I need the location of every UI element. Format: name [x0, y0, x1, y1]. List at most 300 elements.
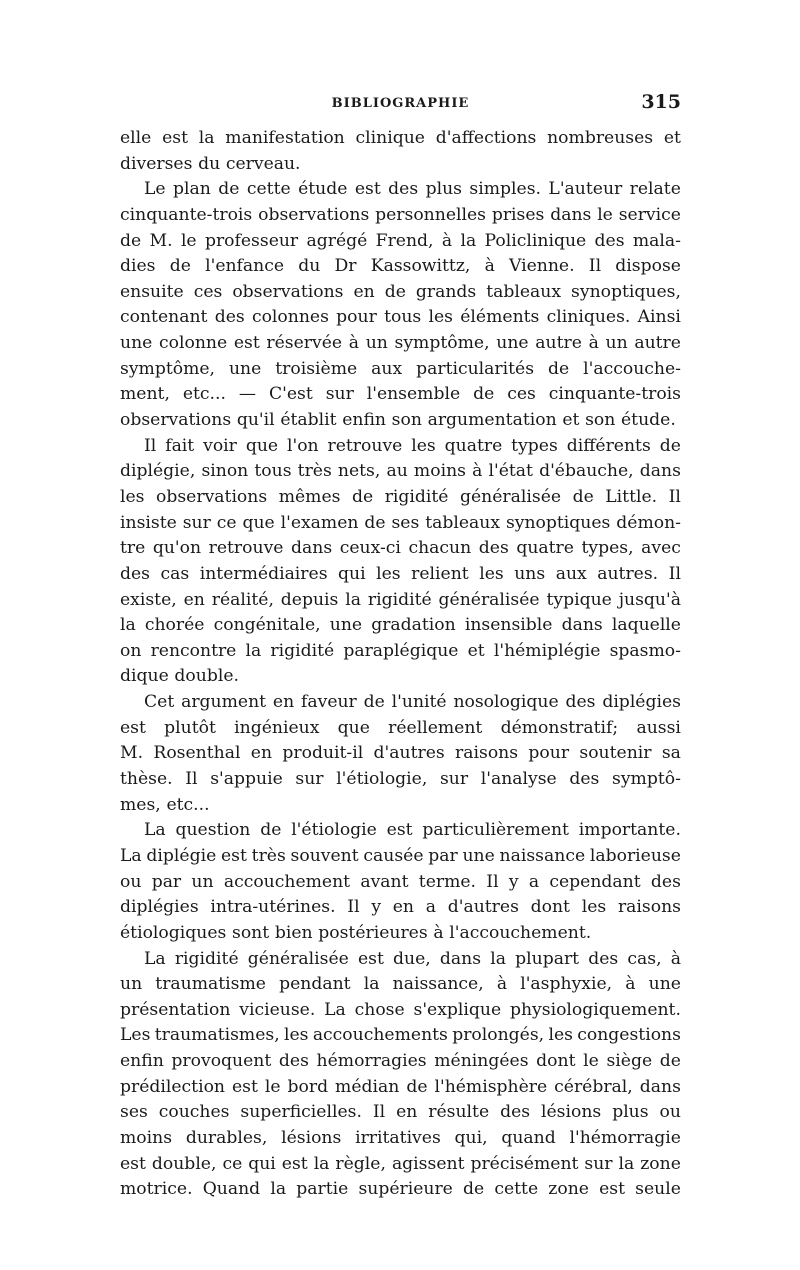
word: du [198, 153, 221, 174]
word: en [272, 692, 295, 713]
word: irritatives [355, 1127, 441, 1148]
word: de [218, 179, 240, 200]
word: aux [371, 358, 403, 379]
word: cette [246, 179, 291, 200]
word: que [242, 512, 275, 533]
word: le [597, 204, 613, 225]
text-line [120, 152, 681, 178]
word: à [670, 948, 681, 969]
word: étiologiques [120, 922, 227, 943]
text-line [120, 793, 681, 819]
word: est [162, 128, 189, 148]
word: la [345, 589, 361, 610]
word: est [221, 845, 247, 866]
word: durables, [185, 1127, 268, 1148]
word: le [264, 1076, 281, 1097]
word: service [618, 204, 681, 225]
word: tous [254, 461, 292, 482]
word: symptô- [612, 769, 681, 790]
word: vicieuse. [239, 999, 316, 1020]
word: des [588, 948, 619, 969]
word: quand [501, 1127, 556, 1148]
word: la [198, 128, 215, 148]
text-line [120, 998, 681, 1024]
word: les [284, 1025, 309, 1046]
word: plus [612, 1102, 649, 1123]
text-line [120, 229, 681, 255]
word: sont [232, 922, 270, 943]
word: l'enfance [205, 256, 285, 277]
word: L'auteur [548, 179, 623, 200]
word: paraplégique [343, 640, 459, 661]
word: cas, [627, 948, 662, 969]
word: faveur [301, 692, 357, 713]
word: est [231, 1076, 258, 1097]
word: qu'il [236, 410, 275, 431]
word: causée [363, 845, 424, 866]
word: symptôme, [394, 333, 490, 354]
word: s'appuie [210, 769, 283, 790]
word: importante. [578, 820, 681, 841]
word: dans [561, 615, 603, 636]
word: intermédiaires [199, 563, 328, 584]
word: mala- [632, 230, 681, 251]
word: insiste [120, 512, 177, 533]
word: l'hémiplégie [493, 640, 601, 661]
text-line [120, 357, 681, 383]
word: l'étiologie, [336, 769, 428, 790]
word: zone [640, 1153, 681, 1174]
word: simples. [469, 179, 541, 200]
word: moins [413, 461, 466, 482]
word: de [364, 512, 386, 533]
word: de [547, 358, 570, 379]
word: une [228, 358, 262, 379]
word: la [120, 615, 136, 636]
word: observations [120, 410, 232, 431]
word: dans [439, 948, 482, 969]
word: dies [120, 256, 156, 277]
word: l'unité [391, 692, 447, 713]
word: une [496, 333, 529, 354]
word: cinquante-trois [120, 204, 253, 225]
word: hémorragies [316, 1051, 427, 1072]
text-line [120, 1177, 681, 1203]
word: siège [606, 1051, 653, 1072]
word: Ainsi [637, 307, 681, 328]
text-line [120, 254, 681, 280]
text-line [120, 947, 681, 973]
word: lésions [281, 1127, 342, 1148]
word: autre [535, 333, 582, 354]
word: colonnes [251, 307, 329, 328]
word: manifestation [225, 128, 345, 148]
page-number: 315 [641, 91, 681, 113]
word: des [478, 538, 509, 559]
word: y [508, 871, 519, 892]
word: l'hémorragie [569, 1127, 681, 1148]
word: diplégies [602, 692, 681, 713]
word: établit [280, 410, 337, 431]
text-line [120, 280, 681, 306]
word: cependant [549, 871, 641, 892]
word: des [278, 1051, 309, 1072]
word: grands [415, 281, 477, 302]
word: est [281, 1153, 308, 1174]
word: La [144, 948, 166, 969]
word: double, [151, 1153, 217, 1174]
word: un [120, 974, 143, 995]
word: Le [144, 179, 166, 200]
word: s'explique [413, 999, 502, 1020]
word: de [572, 486, 594, 507]
word: ses [120, 1102, 148, 1123]
word: observations [258, 204, 370, 225]
word: postérieures [318, 922, 428, 943]
word: autre [634, 333, 681, 354]
word: l'hémisphère [434, 1076, 548, 1097]
word: par [428, 845, 458, 866]
word: et [562, 410, 580, 431]
word: de [260, 820, 282, 841]
text-line [120, 459, 681, 485]
word: sur [439, 769, 469, 790]
word: a [528, 871, 540, 892]
word: Frend, [375, 230, 434, 251]
word: souvent [290, 845, 359, 866]
word: sa [661, 743, 681, 764]
word: la [270, 1179, 287, 1200]
word: argument [181, 692, 267, 713]
text-line [120, 305, 681, 331]
word: naissance, [392, 974, 484, 995]
word: d'autres [447, 897, 519, 918]
word: produit-il [282, 743, 364, 764]
word: à [484, 256, 495, 277]
word: sur [584, 1153, 613, 1174]
word: raisons [617, 897, 681, 918]
word: particulièrement [422, 820, 569, 841]
word: retrouve [208, 538, 284, 559]
word: superficielles. [240, 1102, 362, 1123]
word: du [298, 256, 321, 277]
word: est [120, 1153, 146, 1174]
word: nosologique [453, 692, 559, 713]
word: l'accouchement. [449, 922, 592, 943]
text-line [120, 331, 681, 357]
word: de [384, 281, 406, 302]
word: Il [347, 897, 360, 918]
word: cérébral, [554, 1076, 633, 1097]
word: dans [550, 204, 592, 225]
word: nombreuses [547, 128, 654, 148]
word: à [441, 230, 453, 251]
word: couches [158, 1102, 230, 1123]
word: en [396, 1102, 418, 1123]
text-line [120, 1049, 681, 1075]
word: Dr [334, 256, 357, 277]
word: est [120, 717, 146, 738]
word: différents [566, 435, 651, 456]
word: typique [546, 589, 612, 610]
text-line [120, 382, 681, 408]
word: à [588, 333, 599, 354]
word: étude [298, 179, 348, 200]
word: avec [641, 538, 681, 559]
word: etc... [166, 794, 210, 815]
word: nets, [337, 461, 381, 482]
word: ces [193, 281, 223, 302]
word: insensible [464, 615, 553, 636]
word: La [324, 999, 346, 1020]
word: ensuite [120, 281, 184, 302]
word: autres. [597, 563, 659, 584]
word: la [618, 1153, 635, 1174]
word: fait [165, 435, 195, 456]
word: par [151, 871, 182, 892]
word: intra-utérines. [210, 897, 336, 918]
word: lésions [541, 1102, 602, 1123]
word: très [297, 461, 332, 482]
word: dans [291, 538, 333, 559]
word: naissance [499, 845, 586, 866]
word: traumatisme [155, 974, 266, 995]
word: en [353, 281, 375, 302]
word: cinquante-trois [548, 384, 681, 405]
word: les [411, 435, 436, 456]
text-line [120, 177, 681, 203]
word: sur [295, 769, 324, 790]
word: dispose [615, 256, 681, 277]
word: la [363, 974, 380, 995]
word: spasmo- [609, 640, 681, 661]
word: son [391, 410, 422, 431]
word: les [428, 307, 453, 328]
word: l'analyse [480, 769, 557, 790]
text-line [120, 895, 681, 921]
text-line [120, 434, 681, 460]
word: à [472, 461, 483, 482]
word: au [386, 461, 408, 482]
word: argumentation [427, 410, 557, 431]
text-line [120, 1075, 681, 1101]
word: la [245, 640, 262, 661]
word: cas [160, 563, 190, 584]
word: éléments [460, 307, 540, 328]
word: l'on [286, 435, 319, 456]
word: C'est [268, 384, 313, 405]
page-header [120, 91, 681, 115]
word: congénitale, [213, 615, 321, 636]
text-line [120, 690, 681, 716]
word: enfin [342, 410, 386, 431]
word: terme. [418, 871, 477, 892]
word: des [388, 179, 419, 200]
word: synoptiques [505, 512, 611, 533]
word: existe, [120, 589, 177, 610]
word: ceux-ci [339, 538, 401, 559]
word: professeur [204, 230, 299, 251]
word: de [351, 486, 374, 507]
word: moins [120, 1127, 173, 1148]
word: elle [120, 128, 152, 148]
word: qui [338, 563, 366, 584]
word: est [386, 820, 413, 841]
word: La [120, 845, 142, 866]
word: chose [354, 999, 405, 1020]
word: Little. [605, 486, 658, 507]
text-line [120, 1126, 681, 1152]
word: voir [203, 435, 237, 456]
word: une [462, 845, 495, 866]
text-line [120, 716, 681, 742]
word: d'ébauche, [539, 461, 634, 482]
word: zone [548, 1179, 589, 1200]
word: Kassowittz, [370, 256, 471, 277]
word: partie [296, 1179, 349, 1200]
word: physiologiquement. [509, 999, 681, 1020]
word: généralisée [460, 486, 562, 507]
word: généralisée [438, 589, 540, 610]
word: laborieuse [589, 845, 681, 866]
word: depuis [280, 589, 339, 610]
word: à [625, 974, 636, 995]
word: l'état [488, 461, 533, 482]
text-line [120, 1100, 681, 1126]
word: M. [120, 743, 144, 764]
word: règle, [335, 1153, 386, 1174]
word: ingénieux [234, 717, 320, 738]
word: ses [391, 512, 420, 533]
word: bien [274, 922, 313, 943]
word: avant [360, 871, 409, 892]
word: Il [668, 486, 681, 507]
word: ou [659, 1102, 681, 1123]
word: Il [588, 256, 602, 277]
word: La [144, 820, 166, 841]
text-line [120, 408, 681, 434]
word: étude. [621, 410, 676, 431]
word: en [392, 897, 415, 918]
text-line [120, 485, 681, 511]
word: son [585, 410, 616, 431]
word: pour [336, 307, 377, 328]
word: de [120, 230, 142, 251]
word: chorée [144, 615, 205, 636]
word: diplégie, [120, 461, 196, 482]
word: rigidité [384, 486, 449, 507]
word: enfin [120, 1051, 164, 1072]
text-line [120, 1152, 681, 1178]
text-line [120, 921, 681, 947]
word: aussi [636, 717, 681, 738]
word: plutôt [164, 717, 216, 738]
text-line [120, 613, 681, 639]
word: troisième [275, 358, 358, 379]
word: les [581, 897, 607, 918]
word: dont [536, 1051, 576, 1072]
word: de [659, 435, 681, 456]
text-line [120, 588, 681, 614]
text-line [120, 741, 681, 767]
word: — [238, 384, 257, 405]
word: relient [411, 563, 469, 584]
word: des [650, 871, 681, 892]
text-line [120, 767, 681, 793]
word: dique [120, 666, 169, 687]
word: quatre [516, 538, 574, 559]
word: l'asphyxie, [520, 974, 613, 995]
word: observations [156, 486, 268, 507]
word: une [648, 974, 681, 995]
word: les [120, 486, 145, 507]
word: de [463, 1179, 485, 1200]
word: gradation [371, 615, 456, 636]
word: plus [425, 179, 462, 200]
word: des [120, 563, 150, 584]
word: personnelles [375, 204, 486, 225]
text-line [120, 972, 681, 998]
word: le [180, 230, 197, 251]
word: et [467, 640, 485, 661]
word: la [490, 948, 506, 969]
word: la [460, 230, 477, 251]
word: ce [216, 512, 237, 533]
word: et [663, 128, 681, 148]
word: les [479, 563, 504, 584]
word: est [357, 948, 384, 969]
word: très [251, 845, 286, 866]
word: congestions [577, 1025, 681, 1046]
text-line [120, 511, 681, 537]
word: uns [514, 563, 546, 584]
word: tous [384, 307, 422, 328]
body-text [120, 126, 681, 1203]
word: provoquent [171, 1051, 272, 1072]
word: qui [248, 1153, 276, 1174]
word: due, [393, 948, 431, 969]
word: mes, [120, 794, 161, 815]
text-line [120, 844, 681, 870]
word: Il [144, 435, 157, 456]
word: sur [325, 384, 354, 405]
word: l'accouche- [583, 358, 681, 379]
word: sinon [201, 461, 249, 482]
word: relate [629, 179, 681, 200]
word: accouchement [223, 871, 351, 892]
word: une [329, 615, 363, 636]
word: les [548, 1025, 573, 1046]
word: méningées [434, 1051, 529, 1072]
word: rencontre [150, 640, 237, 661]
word: accouchements [312, 1025, 448, 1046]
word: Il [668, 563, 681, 584]
word: clinique [355, 128, 425, 148]
word: rigidité [174, 948, 239, 969]
text-line [120, 1023, 681, 1049]
word: etc... [182, 384, 226, 405]
word: dans [639, 461, 681, 482]
word: démon- [616, 512, 681, 533]
word: thèse. [120, 769, 173, 790]
word: ces [507, 384, 536, 405]
word: qui, [454, 1127, 488, 1148]
word: cette [494, 1179, 539, 1200]
word: dont [530, 897, 570, 918]
word: agissent [391, 1153, 465, 1174]
word: y [371, 897, 382, 918]
word: rigidité [270, 640, 335, 661]
